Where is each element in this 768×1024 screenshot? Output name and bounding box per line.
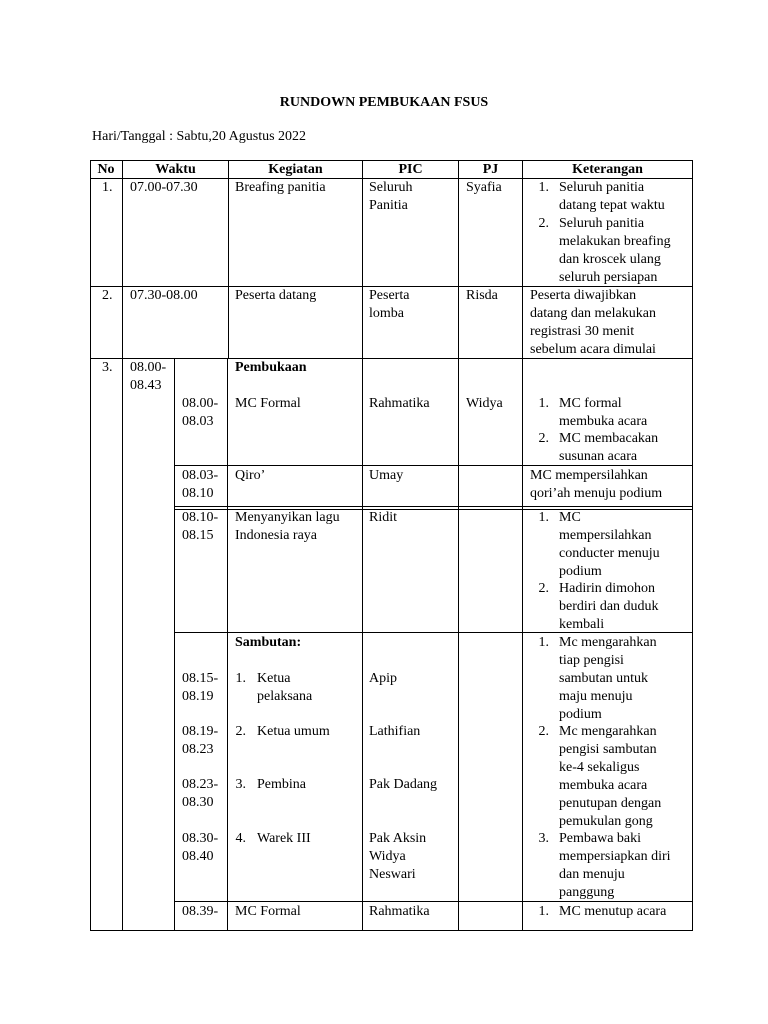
row2-pic-line: Peserta (369, 288, 410, 303)
sambutan-num: 4. (235, 831, 246, 846)
row1-ket-line: seluruh persiapan (559, 270, 658, 285)
sambutan-ket-line: tiap pengisi (559, 653, 624, 668)
row2-pic-line: lomba (369, 306, 404, 321)
mc-time-line: 08.00- (182, 396, 219, 411)
sambutan-pic-line: Pak Aksin (369, 831, 427, 846)
rundown-table (90, 160, 693, 931)
mc-ket-line: membuka acara (559, 414, 648, 429)
row1-waktu: 07.00-07.30 (130, 180, 198, 195)
mc-ket-num: 2. (538, 431, 549, 446)
mc-ket-line: MC membacakan (559, 431, 659, 446)
sambutan-pic-line: Apip (369, 671, 397, 686)
sambutan-ket-line: sambutan untuk (559, 671, 649, 686)
row2-ket-line: registrasi 30 menit (530, 324, 635, 339)
table-border (692, 160, 693, 931)
sambutan-ket-line: Mc mengarahkan (559, 635, 657, 650)
lagu-ket-line: conducter menuju (559, 546, 660, 561)
table-border (458, 160, 459, 931)
row3-waktu-line: 08.00- (130, 360, 167, 375)
sambutan-ket-line: maju menuju (559, 689, 633, 704)
mc-kegiatan: MC Formal (235, 396, 301, 411)
row1-ket-line: dan kroscek ulang (559, 252, 661, 267)
sambutan-ket-line: panggung (559, 885, 615, 900)
closing-ket-line: MC menutup acara (559, 904, 667, 919)
lagu-ket-num: 2. (538, 581, 549, 596)
row2-kegiatan: Peserta datang (235, 288, 317, 303)
lagu-ket-line: mempersilahkan (559, 528, 652, 543)
sambutan-ket-line: penutupan dengan (559, 796, 662, 811)
qiro-ket-line: MC mempersilahkan (530, 468, 648, 483)
mc-pic: Rahmatika (369, 396, 430, 411)
row1-ket-line: Seluruh panitia (559, 180, 645, 195)
row1-pj: Syafia (466, 180, 502, 195)
lagu-ket-line: podium (559, 564, 602, 579)
lagu-kegiatan-line: Indonesia raya (235, 528, 318, 543)
sambutan-ket-line: dan menuju (559, 867, 625, 882)
pembukaan-heading: Pembukaan (235, 360, 307, 375)
header-pj: PJ (482, 162, 499, 177)
mc-ket-num: 1. (538, 396, 549, 411)
sambutan-ket-line: pengisi sambutan (559, 742, 657, 757)
qiro-ket-line: qori’ah menuju podium (530, 486, 663, 501)
row1-no: 1. (102, 180, 113, 195)
sambutan-ket-num: 2. (538, 724, 549, 739)
row1-ket-line: Seluruh panitia (559, 216, 645, 231)
sambutan-ket-line: podium (559, 707, 602, 722)
qiro-time-line: 08.10 (182, 486, 214, 501)
page-title: RUNDOWN PEMBUKAAN FSUS (279, 95, 489, 110)
row1-ket-num: 1. (538, 180, 549, 195)
sambutan-pic-line: Neswari (369, 867, 416, 882)
closing-pic: Rahmatika (369, 904, 430, 919)
table-border (122, 160, 123, 931)
lagu-ket-line: Hadirin dimohon (559, 581, 656, 596)
lagu-ket-line: berdiri dan duduk (559, 599, 659, 614)
sambutan-ket-line: membuka acara (559, 778, 648, 793)
lagu-time-line: 08.10- (182, 510, 219, 525)
row3-waktu-line: 08.43 (130, 378, 162, 393)
table-border (522, 160, 523, 931)
sambutan-time-line: 08.40 (182, 849, 214, 864)
sambutan-kegiatan-line: Pembina (257, 777, 306, 792)
table-border (174, 901, 693, 902)
sambutan-ket-num: 1. (538, 635, 549, 650)
header-pic: PIC (398, 162, 423, 177)
date-line: Hari/Tanggal : Sabtu,20 Agustus 2022 (92, 129, 307, 144)
sambutan-ket-line: Pembawa baki (559, 831, 642, 846)
sambutan-num: 2. (235, 724, 246, 739)
sambutan-time-line: 08.15- (182, 671, 219, 686)
row1-ket-line: datang tepat waktu (559, 198, 665, 213)
qiro-pic: Umay (369, 468, 404, 483)
lagu-kegiatan-line: Menyanyikan lagu (235, 510, 340, 525)
sambutan-num: 1. (235, 671, 246, 686)
row1-ket-line: melakukan breafing (559, 234, 671, 249)
header-keterangan: Keterangan (572, 162, 643, 177)
qiro-kegiatan: Qiro’ (235, 468, 266, 483)
lagu-time-line: 08.15 (182, 528, 214, 543)
sambutan-ket-line: ke-4 sekaligus (559, 760, 640, 775)
row1-pic-line: Panitia (369, 198, 408, 213)
table-border (362, 160, 363, 931)
row2-ket-line: Peserta diwajibkan (530, 288, 637, 303)
lagu-ket-line: MC (559, 510, 581, 525)
row2-waktu: 07.30-08.00 (130, 288, 198, 303)
sambutan-pic-line: Widya (369, 849, 406, 864)
sambutan-kegiatan-line: Ketua (257, 671, 291, 686)
row3-no: 3. (102, 360, 113, 375)
sambutan-time-line: 08.19 (182, 689, 214, 704)
sambutan-heading: Sambutan: (235, 635, 302, 650)
sambutan-time-line: 08.23 (182, 742, 214, 757)
table-border (90, 930, 693, 931)
sambutan-time-line: 08.30- (182, 831, 219, 846)
sambutan-ket-line: Mc mengarahkan (559, 724, 657, 739)
closing-ket-num: 1. (538, 904, 549, 919)
sambutan-time-line: 08.23- (182, 777, 219, 792)
row2-no: 2. (102, 288, 113, 303)
row2-ket-line: sebelum acara dimulai (530, 342, 656, 357)
table-border (174, 358, 175, 931)
sambutan-ket-line: mempersiapkan diri (559, 849, 671, 864)
mc-ket-line: MC formal (559, 396, 622, 411)
mc-pj: Widya (466, 396, 503, 411)
closing-kegiatan: MC Formal (235, 904, 301, 919)
header-kegiatan: Kegiatan (268, 162, 323, 177)
sambutan-kegiatan-line: Warek III (257, 831, 311, 846)
sambutan-time-line: 08.30 (182, 795, 214, 810)
header-waktu: Waktu (155, 162, 196, 177)
sambutan-pic-line: Lathifian (369, 724, 421, 739)
table-border (228, 160, 229, 358)
row1-kegiatan: Breafing panitia (235, 180, 326, 195)
sambutan-kegiatan-line: Ketua umum (257, 724, 330, 739)
table-border (174, 506, 693, 507)
row2-pj: Risda (466, 288, 498, 303)
sambutan-ket-line: pemukulan gong (559, 814, 653, 829)
table-border (174, 632, 693, 633)
row1-ket-num: 2. (538, 216, 549, 231)
closing-time: 08.39- (182, 904, 219, 919)
sambutan-time-line: 08.19- (182, 724, 219, 739)
header-no: No (97, 162, 115, 177)
mc-ket-line: susunan acara (559, 449, 638, 464)
lagu-ket-line: kembali (559, 617, 605, 632)
lagu-ket-num: 1. (538, 510, 549, 525)
sambutan-num: 3. (235, 777, 246, 792)
sambutan-ket-num: 3. (538, 831, 549, 846)
sambutan-kegiatan-line: pelaksana (257, 689, 313, 704)
qiro-time-line: 08.03- (182, 468, 219, 483)
mc-time-line: 08.03 (182, 414, 214, 429)
sambutan-pic-line: Pak Dadang (369, 777, 438, 792)
row2-ket-line: datang dan melakukan (530, 306, 656, 321)
lagu-pic: Ridit (369, 510, 398, 525)
table-border (90, 160, 91, 931)
row1-pic-line: Seluruh (369, 180, 413, 195)
